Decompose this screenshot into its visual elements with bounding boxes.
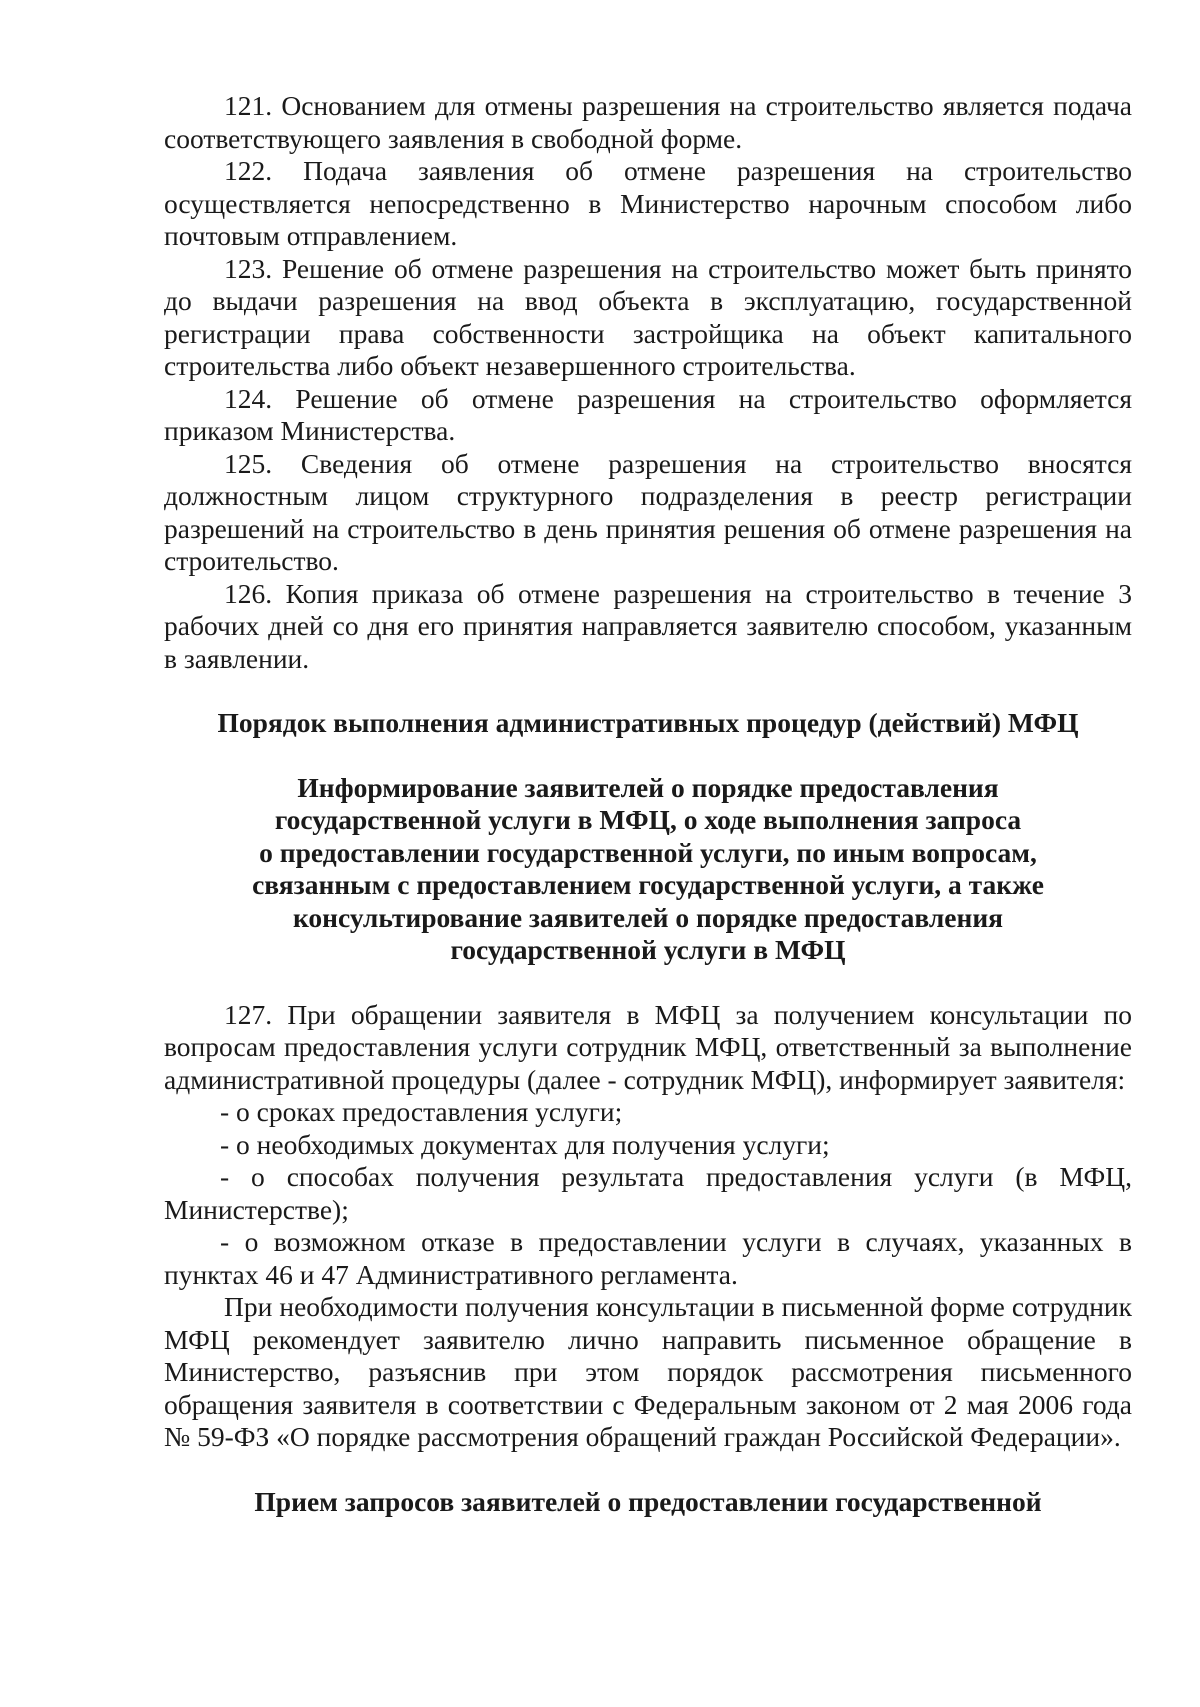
list-item: - о сроках предоставления услуги; (220, 1096, 623, 1127)
paragraph-126: 126. Копия приказа об отмене разрешения на строительство в течение 3 рабочих дней со дня его принятия направляется заявителю способом, указанным в заявлении. (164, 577, 1132, 674)
paragraph-123: 123. Решение об отмене разрешения на строительство может быть принято до выдачи разрешения на ввод объекта в эксплуатацию, государственной регистрации права собственности застройщика на объект капитального строительства либо объект незавершенного строительства. (164, 252, 1132, 381)
list-item: - о необходимых документах для получения услуги; (220, 1128, 830, 1160)
paragraph-125: 125. Сведения об отмене разрешения на строительство вносятся должностным лицом структурного подразделения в реестр регистрации разрешений на строительство в день принятия решения об отмене разрешения на строительство. (164, 447, 1132, 576)
document-body (164, 90, 1132, 1518)
paragraph-written-consultation: При необходимости получения консультации в письменной форме сотрудник МФЦ рекомендует заявителю лично направить письменное обращение в Министерство, разъяснив при этом порядок рассмотрения письменного обращения заявителя в соответствии с Федеральным законом от 2 мая 2006 года № 59-ФЗ «О порядке рассмотрения обращений граждан Российской Федерации». (164, 1291, 1132, 1452)
list-item: - о способах получения результата предоставления услуги (в МФЦ, Министерстве); (164, 1161, 1132, 1225)
paragraph-124: 124. Решение об отмене разрешения на строительство оформляется приказом Министерства. (164, 382, 1132, 446)
paragraph-127: 127. При обращении заявителя в МФЦ за получением консультации по вопросам предоставления услуги сотрудник МФЦ, ответственный за выполнение административной процедуры (далее - сотрудник МФЦ), информирует заявителя: (164, 998, 1132, 1095)
subsection-heading: Информирование заявителей о порядке предоставления государственной услуги в МФЦ, о ходе выполнения запроса о предоставлении государственной услуги, по иным вопросам, связанным с предоставлением государственной услуги, а также консультирование заявителей о порядке предоставления государственной услуги в МФЦ (252, 771, 1044, 965)
list-item: - о возможном отказе в предоставлении услуги в случаях, указанных в пунктах 46 и 47 Административного регламента. (164, 1226, 1132, 1290)
section-heading: Порядок выполнения административных процедур (действий) МФЦ (217, 707, 1079, 738)
paragraph-122: 122. Подача заявления об отмене разрешения на строительство осуществляется непосредственно в Министерство нарочным способом либо почтовым отправлением. (164, 155, 1132, 251)
paragraph-121: 121. Основанием для отмены разрешения на строительство является подача соответствующего заявления в свободной форме. (164, 90, 1132, 154)
next-section-heading: Прием запросов заявителей о предоставлении государственной (254, 1485, 1042, 1517)
